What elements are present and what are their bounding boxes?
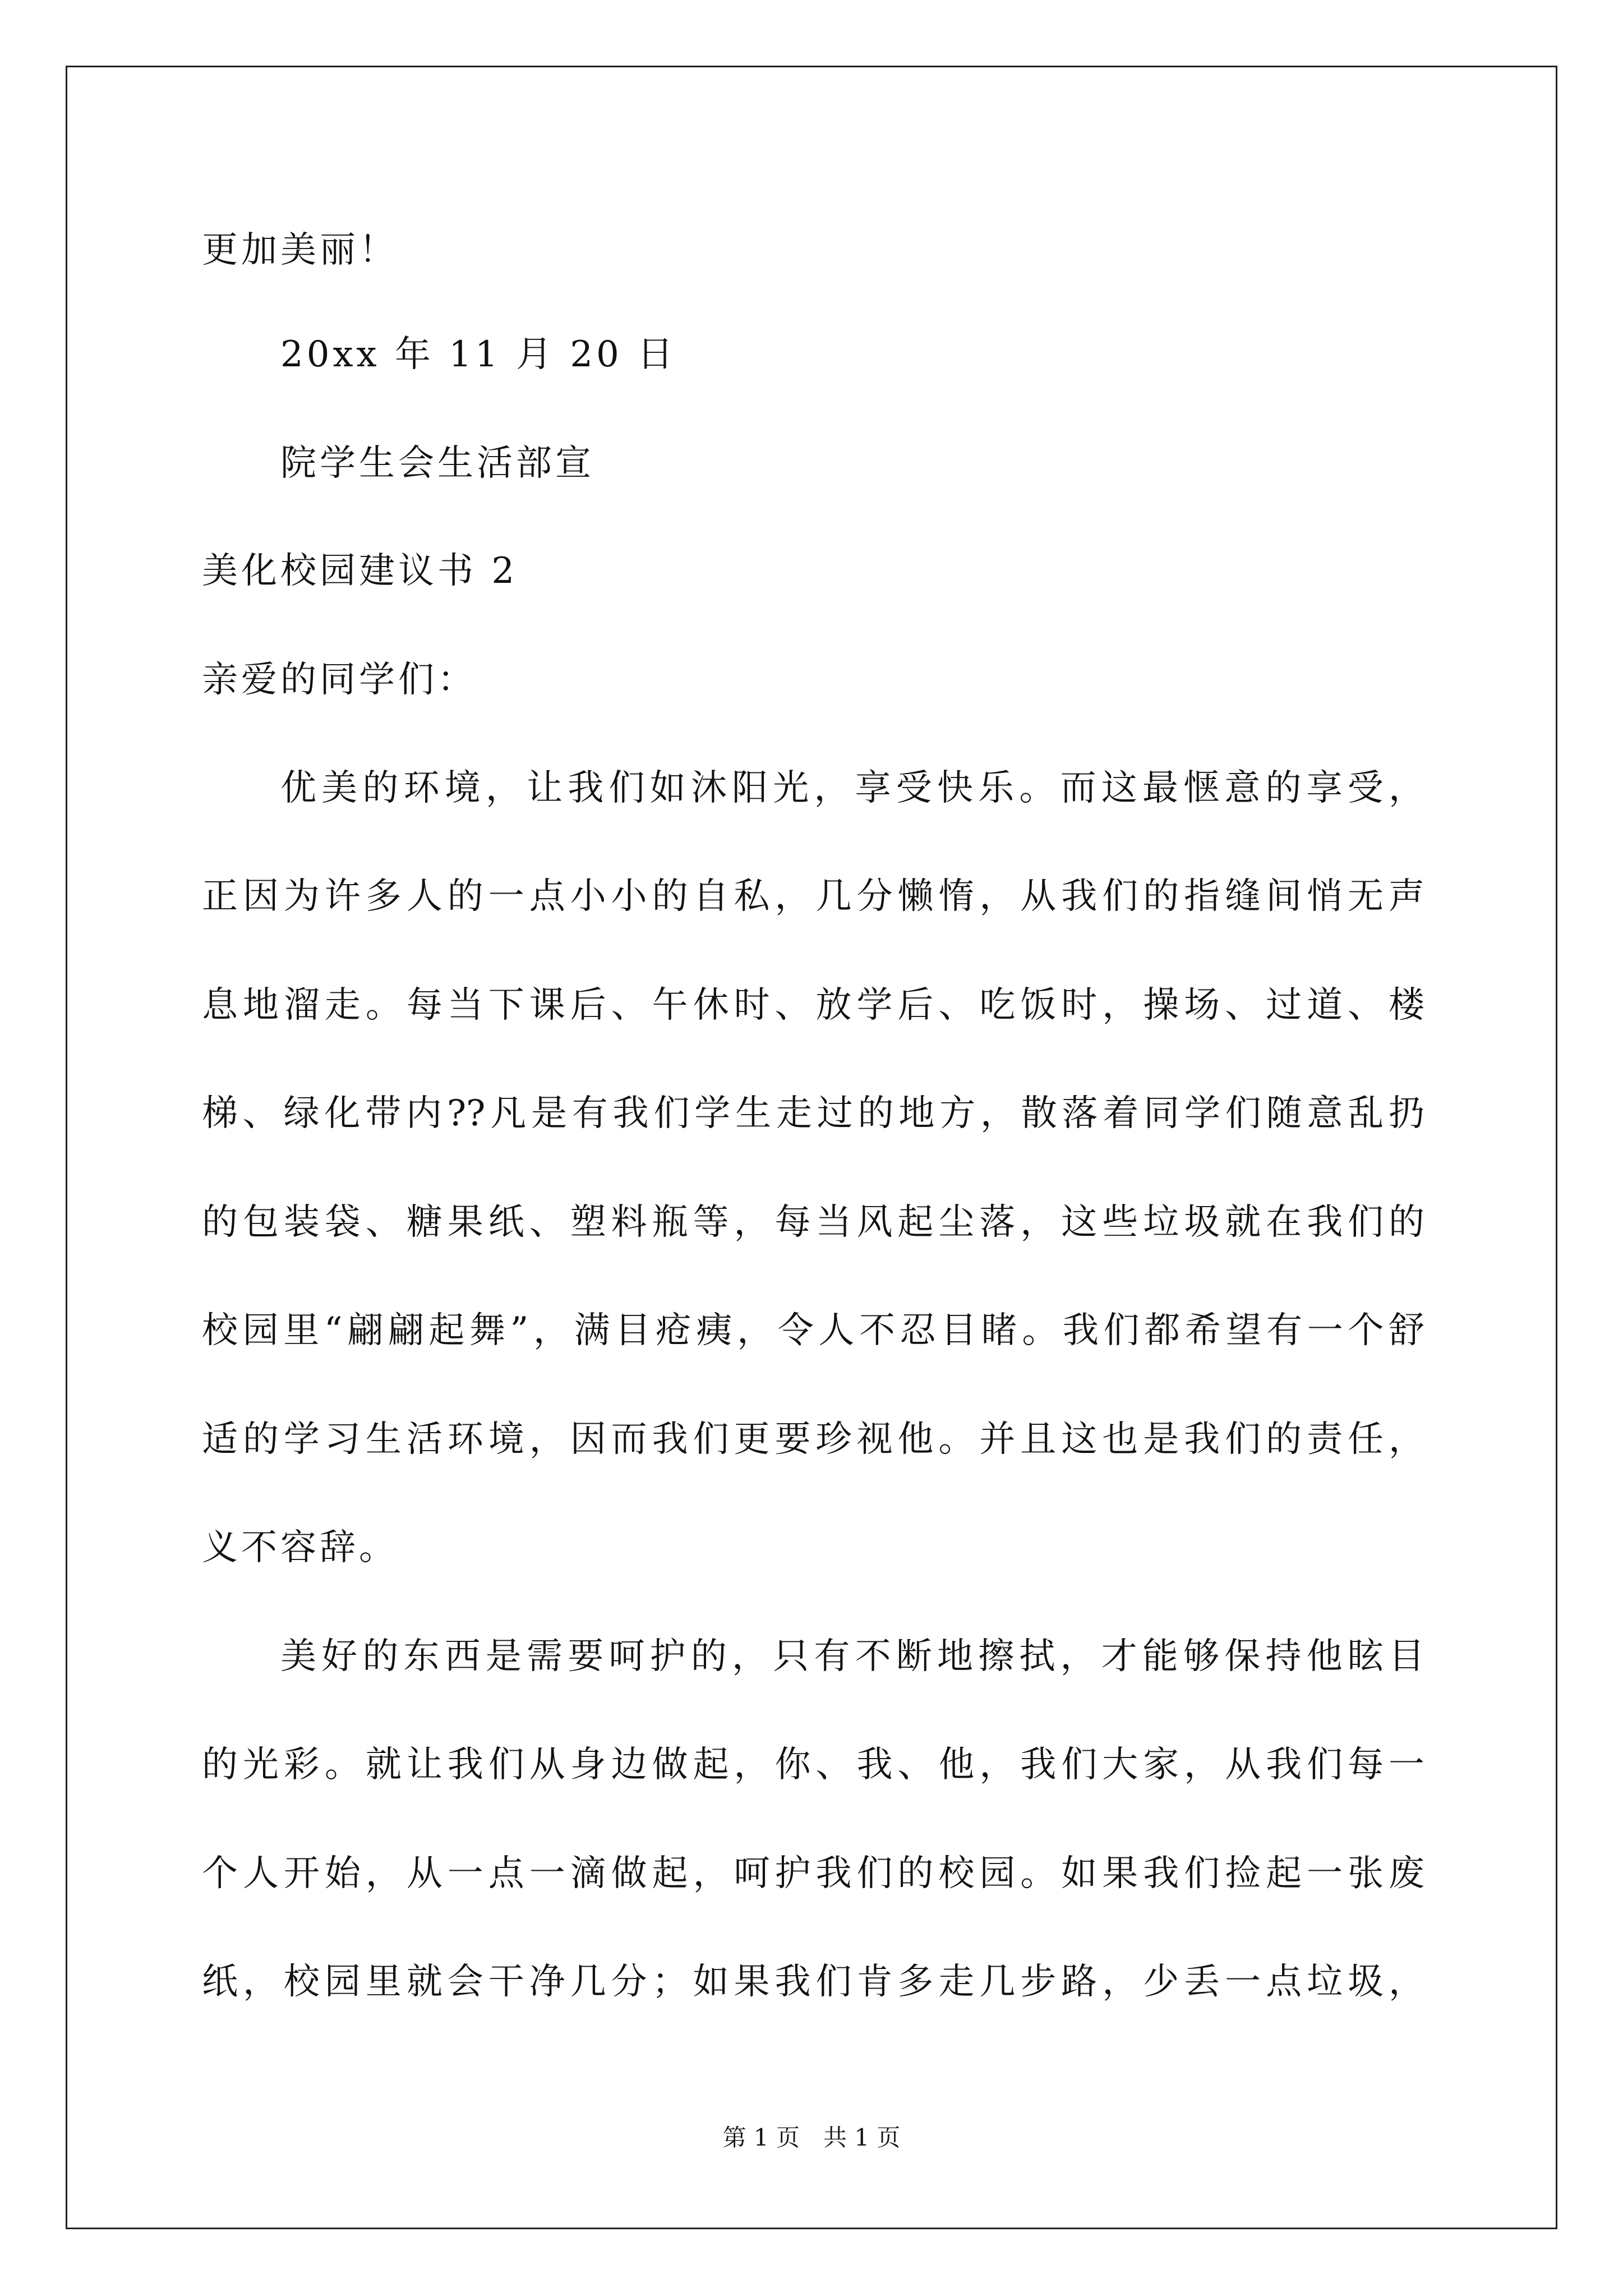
paragraph-2-line-4: 纸，校园里就会干净几分；如果我们肯多走几步路，少丢一点垃圾，: [202, 1961, 1424, 2003]
text-line-date: 20xx 年 11 月 20 日: [280, 334, 677, 375]
paragraph-1-line-5: 的包装袋、糖果纸、塑料瓶等，每当风起尘落，这些垃圾就在我们的: [202, 1202, 1424, 1243]
text-line-salutation: 亲爱的同学们：: [202, 659, 477, 701]
paragraph-1-line-7: 适的学习生活环境，因而我们更要珍视他。并且这也是我们的责任，: [202, 1419, 1424, 1460]
paragraph-1-line-6: 校园里“翩翩起舞”，满目疮痍，令人不忍目睹。我们都希望有一个舒: [202, 1310, 1424, 1351]
paragraph-1-line-4: 梯、绿化带内??凡是有我们学生走过的地方，散落着同学们随意乱扔: [202, 1093, 1424, 1134]
page-border: [66, 66, 1557, 2229]
paragraph-1-line-3: 息地溜走。每当下课后、午休时、放学后、吃饭时，操场、过道、楼: [202, 984, 1424, 1026]
page-footer: 第 1 页 共 1 页: [722, 2124, 901, 2151]
paragraph-2-line-3: 个人开始，从一点一滴做起，呵护我们的校园。如果我们捡起一张废: [202, 1853, 1424, 1894]
text-line-closing: 更加美丽！: [202, 229, 398, 271]
text-line-signature: 院学生会生活部宣: [280, 443, 594, 484]
paragraph-1-line-2: 正因为许多人的一点小小的自私，几分懒惰，从我们的指缝间悄无声: [202, 876, 1424, 917]
paragraph-2-line-1: 美好的东西是需要呵护的，只有不断地擦拭，才能够保持他眩目: [280, 1636, 1424, 1677]
paragraph-1-line-1: 优美的环境，让我们如沐阳光，享受快乐。而这最惬意的享受，: [280, 767, 1424, 809]
paragraph-1-line-8: 义不容辞。: [202, 1527, 398, 1568]
paragraph-2-line-2: 的光彩。就让我们从身边做起，你、我、他，我们大家，从我们每一: [202, 1744, 1424, 1786]
section-heading: 美化校园建议书 2: [202, 550, 518, 592]
